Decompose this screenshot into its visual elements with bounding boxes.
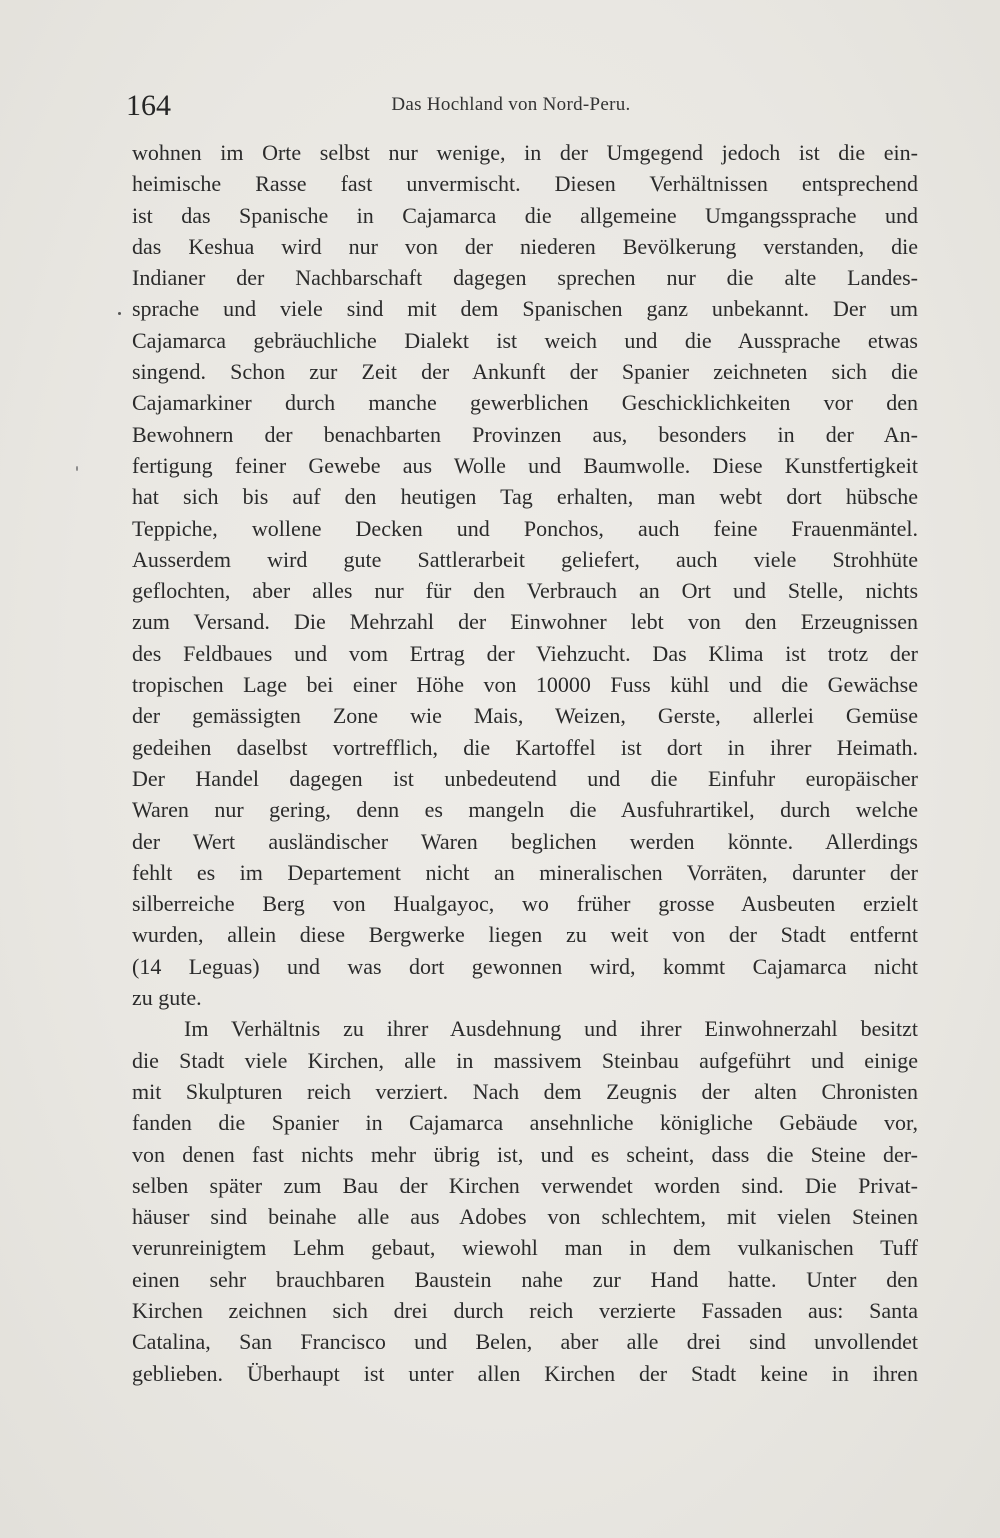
text-line: tropischen Lage bei einer Höhe von 10000 Fuss kühl und die Gewächse [132,672,918,698]
paper-speck [118,312,121,315]
text-line: fehlt es im Departement nicht an mineralischen Vorräten, darunter der [132,859,918,885]
text-line: geblieben. Überhaupt ist unter allen Kirchen der Stadt keine in ihren [132,1360,918,1386]
text-line: Teppiche, wollene Decken und Ponchos, auch feine Frauenmäntel. [132,515,918,541]
text-line: geflochten, aber alles nur für den Verbrauch an Ort und Stelle, nichts [132,578,918,604]
text-line: Bewohnern der benachbarten Provinzen aus, besonders in der An- [132,421,918,447]
text-line: Waren nur gering, denn es mangeln die Ausfuhrartikel, durch welche [132,797,918,823]
text-line: Catalina, San Francisco und Belen, aber alle drei sind unvollendet [132,1329,918,1355]
text-line: ist das Spanische in Cajamarca die allgemeine Umgangssprache und [132,202,918,228]
text-line: (14 Leguas) und was dort gewonnen wird, kommt Cajamarca nicht [132,953,918,979]
text-line: fanden die Spanier in Cajamarca ansehnliche königliche Gebäude vor, [132,1110,918,1136]
text-line: gedeihen daselbst vortrefflich, die Kartoffel ist dort in ihrer Heimath. [132,734,918,760]
text-line: die Stadt viele Kirchen, alle in massivem Steinbau aufgeführt und einige [132,1047,918,1073]
page-number: 164 [126,89,171,122]
text-line: verunreinigtem Lehm gebaut, wiewohl man in dem vulkanischen Tuff [132,1235,918,1261]
text-line: das Keshua wird nur von der niederen Bevölkerung verstanden, die [132,233,918,259]
text-line: selben später zum Bau der Kirchen verwendet worden sind. Die Privat- [132,1172,918,1198]
text-line: Cajamarca gebräuchliche Dialekt ist weich und die Aussprache etwas [132,327,918,353]
text-line: silberreiche Berg von Hualgayoc, wo früher grosse Ausbeuten erzielt [132,891,918,917]
text-line: wurden, allein diese Bergwerke liegen zu weit von der Stadt entfernt [132,922,918,948]
text-line: häuser sind beinahe alle aus Adobes von schlechtem, mit vielen Steinen [132,1204,918,1230]
text-line: der gemässigten Zone wie Mais, Weizen, Gerste, allerlei Gemüse [132,703,918,729]
text-line: Indianer der Nachbarschaft dagegen sprechen nur die alte Landes- [132,265,918,291]
text-line: Ausserdem wird gute Sattlerarbeit geliefert, auch viele Strohhüte [132,546,918,572]
text-line: wohnen im Orte selbst nur wenige, in der Umgegend jedoch ist die ein- [132,140,918,165]
text-line: zum Versand. Die Mehrzahl der Einwohner lebt von den Erzeugnissen [132,609,918,635]
text-line: Der Handel dagegen ist unbedeutend und die Einfuhr europäischer [132,765,918,791]
text-line: der Wert ausländischer Waren beglichen werden könnte. Allerdings [132,828,918,854]
paper-speck [76,466,78,471]
text-line: sprache und viele sind mit dem Spanischen ganz unbekannt. Der um [132,296,918,322]
text-line-paragraph-end: zu gute. [132,985,202,1011]
text-line: Kirchen zeichnen sich drei durch reich verzierte Fassaden aus: Santa [132,1297,918,1323]
running-title: Das Hochland von Nord-Peru. [391,94,631,115]
text-line: singend. Schon zur Zeit der Ankunft der Spanier zeichneten sich die [132,359,918,385]
text-line: hat sich bis auf den heutigen Tag erhalten, man webt dort hübsche [132,484,918,510]
body-text [132,137,918,1389]
text-line: des Feldbaues und vom Ertrag der Viehzucht. Das Klima ist trotz der [132,640,918,666]
page-header [126,88,886,124]
text-line: Cajamarkiner durch manche gewerblichen Geschicklichkeiten vor den [132,390,918,416]
text-line-paragraph-start: Im Verhältnis zu ihrer Ausdehnung und ihrer Einwohnerzahl besitzt [184,1016,918,1042]
text-line: fertigung feiner Gewebe aus Wolle und Baumwolle. Diese Kunstfertigkeit [132,452,918,478]
text-line: von denen fast nichts mehr übrig ist, und es scheint, dass die Steine der- [132,1141,918,1167]
text-line: einen sehr brauchbaren Baustein nahe zur Hand hatte. Unter den [132,1266,918,1292]
text-line: heimische Rasse fast unvermischt. Diesen Verhältnissen entsprechend [132,171,918,197]
text-line: mit Skulpturen reich verziert. Nach dem Zeugnis der alten Chronisten [132,1078,918,1104]
